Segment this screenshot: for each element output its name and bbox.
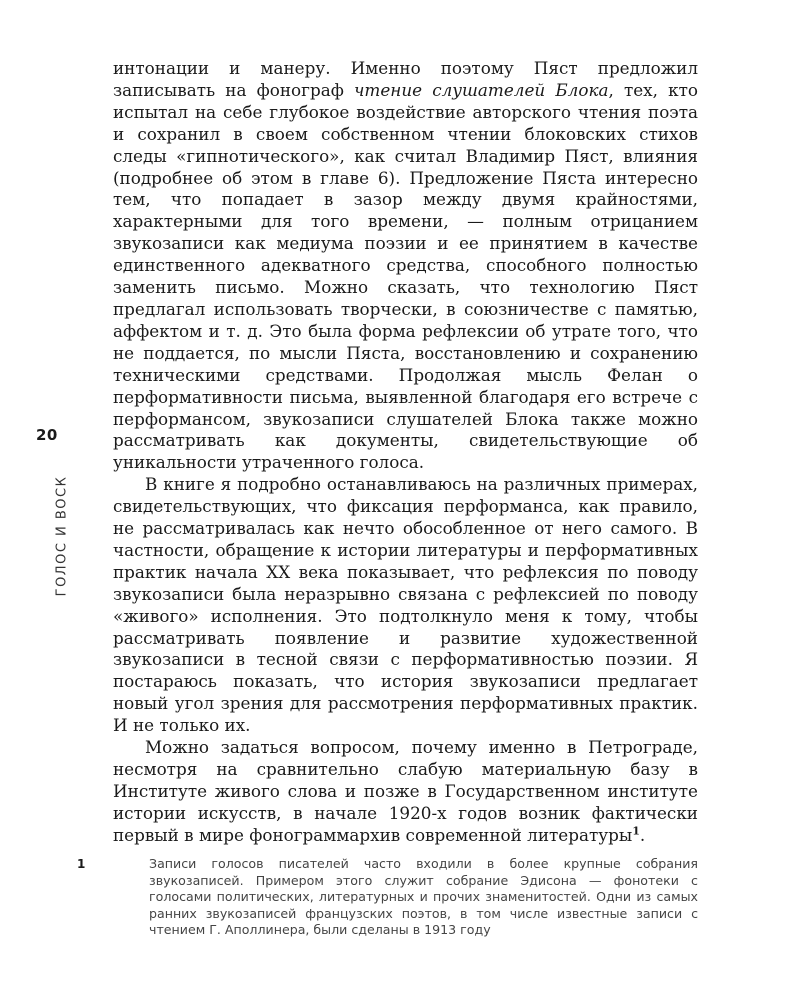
paragraph-1-part-a: интонации и манеру. Именно поэтому Пяст предложил записывать на фонограф [113,58,698,100]
paragraph-3 [113,737,698,847]
paragraph-1-emphasis: чтение слушателей Блока [353,79,609,100]
running-head: ГОЛОС И ВОСК [54,475,70,597]
footnote-text: Записи голосов писателей часто входили в более крупные собрания звукозаписей. Примером этого служит собрание Эдисона — фонотеки с голосами политических, литературных и прочих знаменитостей. Одни из самых ранних звукозаписей французских поэтов, в том числе известные записи с чтением Г. Аполлинера, были сделаны в 1913 году [149,856,698,938]
paragraph-3-text: Можно задаться вопросом, почему именно в Петрограде, несмотря на сравнительно слабую материальную базу в Институте живого слова и позже в Государственном институте истории искусств, в начале 1920-х годов возник фактически первый в мире фонограммархив современной литературы [113,737,698,845]
page-number: 20 [36,426,58,444]
footnote-number: 1 [77,857,86,871]
paragraph-1-part-b: , тех, кто испытал на себе глубокое воздействие авторского чтения поэта и сохранил в своем собственном чтении блоковских стихов следы «гипнотического», как считал Владимир Пяст, влияния (подробнее об этом в главе 6). Предложение Пяста интересно тем, что попадает в зазор между двумя крайностями, характерными для того времени, — полным отрицанием звукозаписи как медиума поэзии и ее принятием в качестве единственного адекватного средства, способного полностью заменить письмо. Можно сказать, что технологию Пяст предлагал использовать творчески, в союзничестве с памятью, аффектом и т. д. Это была форма рефлексии об утрате того, что не поддается, по мысли Пяста, восстановлению и сохранению техническими средствами. Продолжая мысль Фелан о перформативности письма, выявленной благодаря его встрече с перформансом, звукозаписи слушателей Блока также можно рассматривать как документы, свидетельствующие об уникальности утраченного голоса. [113,79,698,473]
footnote [77,856,698,939]
paragraph-2: В книге я подробно останавливаюсь на различных примерах, свидетельствующих, что фиксация перформанса, как правило, не рассматривалась как нечто обособленное от него самого. В частности, обращение к истории литературы и перформативных практик начала XX века показывает, что рефлексия по поводу звукозаписи была неразрывно связана с рефлексией по поводу «живого» исполнения. Это подтолкнуло меня к тому, чтобы рассматривать появление и развитие художественной звукозаписи в тесной связи с перформативностью поэзии. Я постараюсь показать, что история звукозаписи предлагает новый угол зрения для рассмотрения перформативных практик. И не только их. [113,474,698,736]
paragraph-3-end: . [639,824,646,845]
body-text [113,58,698,847]
footnote-reference[interactable]: 1 [632,824,640,838]
paragraph-1 [113,58,698,474]
